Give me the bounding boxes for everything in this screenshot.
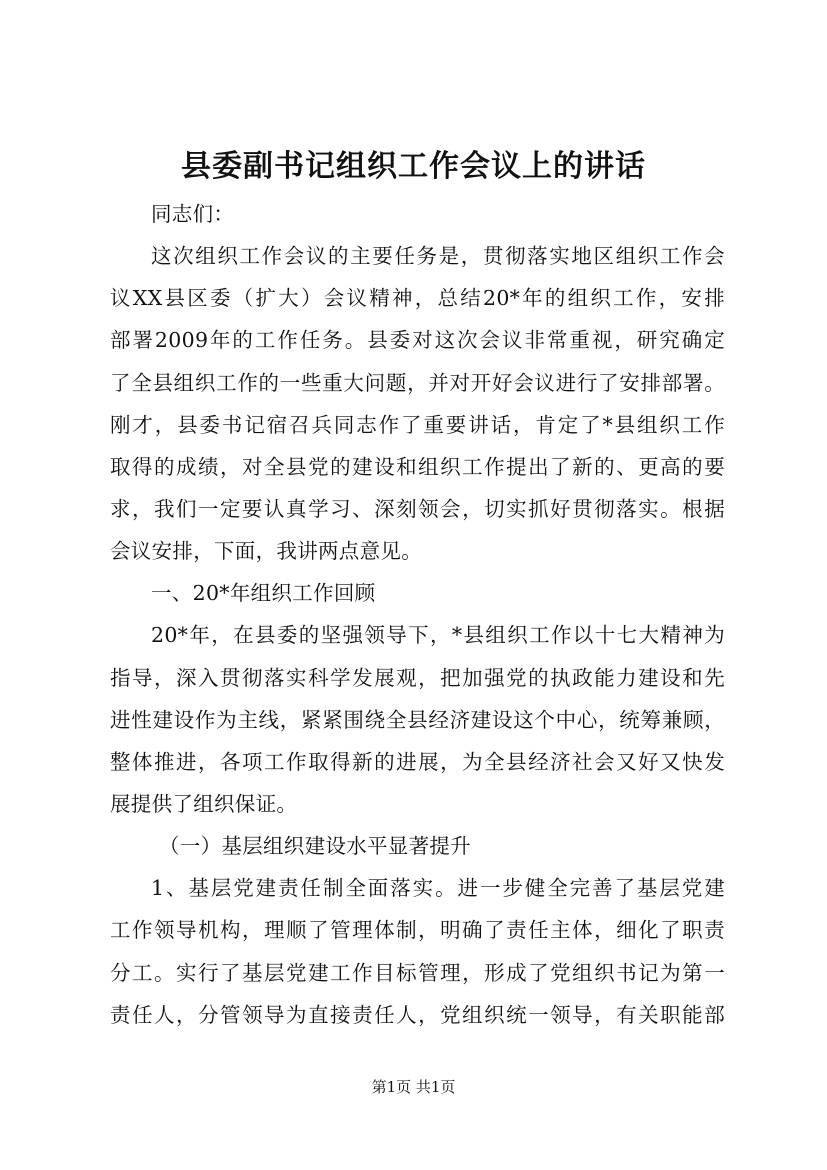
paragraph-line: 刚才，县委书记宿召兵同志作了重要讲话，肯定了*县组织工作: [110, 412, 725, 437]
paragraph-line: 指导，深入贯彻落实科学发展观，把加强党的执政能力建设和先: [110, 665, 725, 690]
paragraph-line: 了全县组织工作的一些重大问题，并对开好会议进行了安排部署。: [110, 370, 725, 395]
paragraph-line: 分工。实行了基层党建工作目标管理，形成了党组织书记为第一: [110, 960, 725, 985]
paragraph-line: 工作领导机构，理顺了管理体制，明确了责任主体，细化了职责: [110, 918, 725, 943]
section-heading: 一、20*年组织工作回顾: [151, 581, 376, 606]
paragraph-line: 20*年，在县委的坚强领导下，*县组织工作以十七大精神为: [151, 623, 725, 648]
document-title: 县委副书记组织工作会议上的讲话: [181, 149, 646, 184]
paragraph-line: 展提供了组织保证。: [110, 791, 298, 816]
paragraph-line: 1、基层党建责任制全面落实。进一步健全完善了基层党建: [151, 876, 725, 901]
paragraph-line: 这次组织工作会议的主要任务是，贯彻落实地区组织工作会: [151, 244, 725, 269]
salutation-line: 同志们：: [151, 202, 235, 226]
document-body: [110, 193, 725, 1036]
paragraph-line: 整体推进，各项工作取得新的进展，为全县经济社会又好又快发: [110, 749, 725, 774]
paragraph-line: 求，我们一定要认真学习、深刻领会，切实抓好贯彻落实。根据: [110, 496, 725, 521]
paragraph-line: 会议安排，下面，我讲两点意见。: [110, 539, 422, 564]
paragraph-line: 取得的成绩，对全县党的建设和组织工作提出了新的、更高的要: [110, 454, 725, 479]
paragraph-line: 议XX县区委（扩大）会议精神，总结20*年的组织工作，安排: [110, 286, 725, 311]
paragraph-line: 部署2009年的工作任务。县委对这次会议非常重视，研究确定: [110, 328, 725, 353]
paragraph-line: 责任人，分管领导为直接责任人，党组织统一领导，有关职能部: [110, 1002, 725, 1027]
page-footer: 第1页 共1页: [371, 1078, 456, 1096]
subsection-heading: （一）基层组织建设水平显著提升: [159, 834, 471, 859]
paragraph-line: 进性建设作为主线，紧紧围绕全县经济建设这个中心，统筹兼顾，: [110, 707, 725, 732]
